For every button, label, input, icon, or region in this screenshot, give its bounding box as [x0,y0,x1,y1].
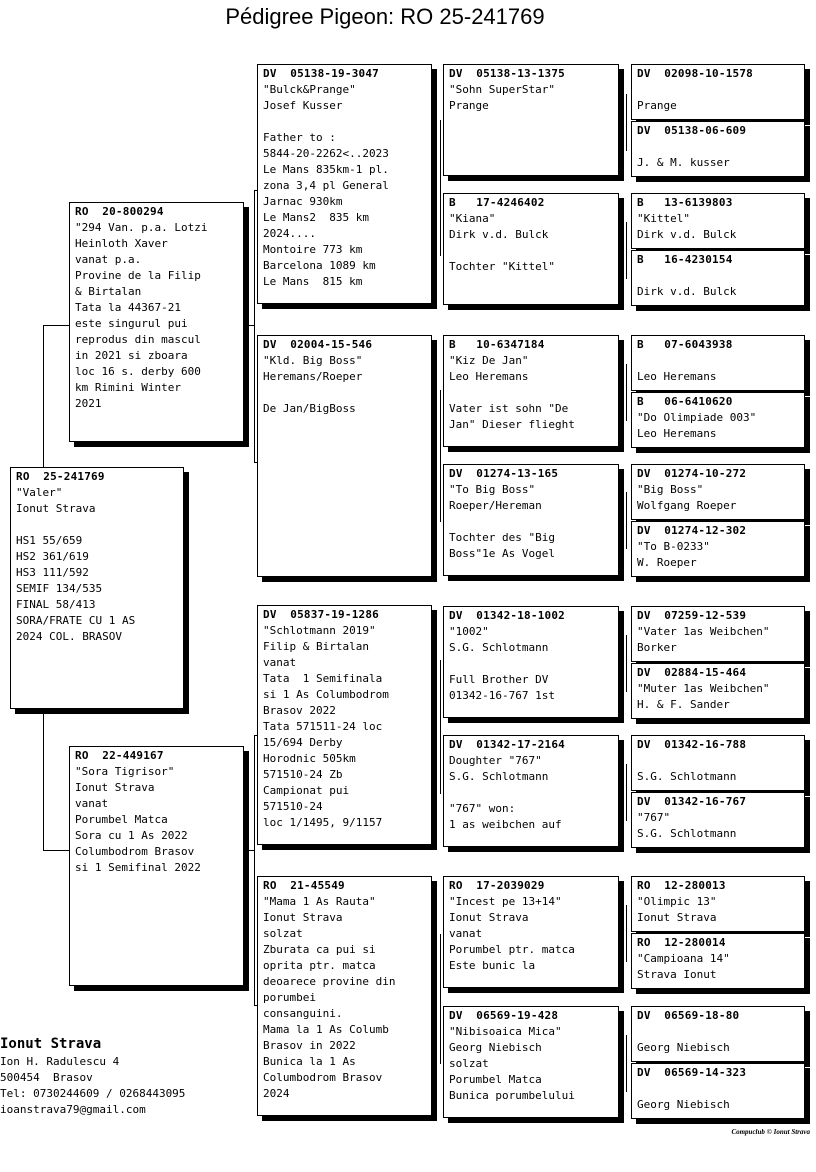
grandparent-card [257,335,432,577]
ancestor-card [631,1063,805,1119]
great-grandparent-card [443,606,619,718]
ring-number: B 17-4246402 [449,196,545,209]
sire-card [69,202,244,442]
ring-number: RO 12-280013 [637,879,726,892]
great-grandparent-card [443,64,619,176]
pigeon-details: "Valer" Ionut Strava HS1 55/659 HS2 361/619 HS3 111/592 SEMIF 134/535 FINAL 58/413 SORA/FRATE CU 1 AS 2024 COL. BRASOV [16,486,136,643]
ring-number: DV 01274-12-302 [637,524,747,537]
pigeon-details: "Incest pe 13+14" Ionut Strava vanat Porumbel ptr. matca Este bunic la [449,895,575,972]
connector-line [244,850,255,851]
pigeon-details: "Do Olimpiade 003" Leo Heremans [637,411,757,440]
pigeon-details: S.G. Schlotmann [637,770,737,783]
great-grandparent-card [443,735,619,847]
owner-info [0,1034,185,1118]
ancestor-card [631,792,805,848]
pigeon-details: "To Big Boss" Roeper/Hereman Tochter des "Big Boss"1e As Vogel [449,483,555,560]
footer-credit: Compuclub © Ionut Strava [731,1128,810,1136]
ring-number: RO 12-280014 [637,936,726,949]
ring-number: DV 07259-12-539 [637,609,747,622]
ancestor-card [631,876,805,932]
pigeon-details: "Vater 1as Weibchen" Borker [637,625,770,654]
pigeon-details: "1002" S.G. Schlotmann Full Brother DV 01342-16-767 1st [449,625,555,702]
ring-number: DV 01342-17-2164 [449,738,565,751]
ancestor-card [631,464,805,520]
great-grandparent-card [443,1006,619,1118]
owner-address: Ion H. Radulescu 4 [0,1055,120,1068]
connector-line [626,364,627,421]
great-grandparent-card [443,335,619,447]
pigeon-details: "Campioana 14" Strava Ionut [637,952,730,981]
ancestor-card [631,64,805,120]
pigeon-details: "Nibisoaica Mica" Georg Niebisch solzat Porumbel Matca Bunica porumbelului [449,1025,575,1102]
pigeon-details: Dirk v.d. Bulck [637,285,737,298]
pigeon-details: Doughter "767" S.G. Schlotmann "767" won: 1 as weibchen auf [449,754,562,831]
owner-email[interactable]: ioanstrava79@gmail.com [0,1103,146,1116]
connector-line [254,735,255,1005]
owner-phone: Tel: 0730244609 / 0268443095 [0,1087,186,1100]
ring-number: B 13-6139803 [637,196,733,209]
connector-line [626,905,627,962]
ring-number: RO 20-800294 [75,205,164,218]
connector-line [626,1035,627,1092]
ring-number: DV 02004-15-546 [263,338,373,351]
ring-number: B 10-6347184 [449,338,545,351]
great-grandparent-card [443,193,619,305]
pigeon-details: "To B-0233" W. Roeper [637,540,710,569]
connector-line [43,850,70,851]
ancestor-card [631,392,805,448]
ring-number: DV 01342-16-788 [637,738,747,751]
pigeon-details: "Kld. Big Boss" Heremans/Roeper De Jan/BigBoss [263,354,363,415]
ring-number: B 16-4230154 [637,253,733,266]
page-title: Pédigree Pigeon: RO 25-241769 [225,4,545,29]
ring-number: RO 22-449167 [75,749,164,762]
ring-number: DV 02884-15-464 [637,666,747,679]
pigeon-details: "Kiz De Jan" Leo Heremans Vater ist sohn "De Jan" Dieser flieght [449,354,575,431]
ring-number: B 07-6043938 [637,338,733,351]
pigeon-details: "Kittel" Dirk v.d. Bulck [637,212,737,241]
owner-name: Ionut Strava [0,1036,102,1052]
connector-line [440,120,441,256]
ancestor-card [631,1006,805,1062]
grandparent-card [257,876,432,1116]
pigeon-details: "Sora Tigrisor" Ionut Strava vanat Porumbel Matca Sora cu 1 As 2022 Columbodrom Brasov si 1 Semifinal 2022 [75,765,201,874]
ancestor-card [631,521,805,577]
pigeon-details: "Muter 1as Weibchen" H. & F. Sander [637,682,770,711]
connector-line [626,492,627,549]
ring-number: DV 06569-14-323 [637,1066,747,1079]
pigeon-details: "767" S.G. Schlotmann [637,811,737,840]
pigeon-details: Leo Heremans [637,370,717,383]
connector-line [626,94,627,151]
ring-number: DV 06569-19-428 [449,1009,559,1022]
pigeon-details: "Mama 1 As Rauta" Ionut Strava solzat Zburata ca pui si oprita ptr. matca deoarece provine din porumbei consanguini. Mama la 1 As Columb Brasov in 2022 Bunica la 1 As Columbodrom Brasov 2024 [263,895,396,1100]
ring-number: DV 05138-13-1375 [449,67,565,80]
ring-number: DV 05138-19-3047 [263,67,379,80]
pigeon-details: "Olimpic 13" Ionut Strava [637,895,717,924]
ring-number: DV 01274-13-165 [449,467,559,480]
pigeon-details: "Big Boss" Wolfgang Roeper [637,483,737,512]
dam-card [69,746,244,986]
connector-line [254,190,255,462]
connector-line [43,325,70,326]
main-pigeon-card [10,467,184,709]
ancestor-card [631,193,805,249]
pigeon-details: "Schlotmann 2019" Filip & Birtalan vanat Tata 1 Semifinala si 1 As Columbodrom Brasov 2022 Tata 571511-24 loc 15/694 Derby Horodnic 505km 571510-24 Zb Campionat pui 571510-24 loc 1/1495, 9/1157 [263,624,389,829]
ancestor-card [631,933,805,989]
ancestor-card [631,735,805,791]
connector-line [440,934,441,1064]
grandparent-card [257,605,432,845]
pigeon-details: "Kiana" Dirk v.d. Bulck Tochter "Kittel" [449,212,555,273]
ancestor-card [631,663,805,719]
great-grandparent-card [443,876,619,988]
connector-line [626,635,627,692]
ring-number: RO 21-45549 [263,879,345,892]
connector-line [626,764,627,821]
connector-line [43,708,44,850]
ring-number: DV 01342-16-767 [637,795,747,808]
pigeon-details: "294 Van. p.a. Lotzi Heinloth Xaver vanat p.a. Provine de la Filip & Birtalan Tata la 44367-21 este singurul pui reprodus din mascul in 2021 si zboara loc 16 s. derby 600 km Rimini Winter 2021 [75,221,208,410]
ring-number: DV 02098-10-1578 [637,67,753,80]
ring-number: DV 05837-19-1286 [263,608,379,621]
ancestor-card [631,606,805,662]
ancestor-card [631,250,805,306]
ring-number: DV 05138-06-609 [637,124,747,137]
ancestor-card [631,335,805,391]
ring-number: DV 01274-10-272 [637,467,747,480]
pigeon-details: "Bulck&Prange" Josef Kusser Father to : 5844-20-2262<..2023 Le Mans 835km-1 pl. zona 3,4 pl General Jarnac 930km Le Mans2 835 km 2024.... Montoire 773 km Barcelona 1089 km Le Mans 815 km [263,83,389,288]
pigeon-details: J. & M. kusser [637,156,730,169]
connector-line [440,660,441,794]
pigeon-details: Georg Niebisch [637,1041,730,1054]
pigeon-details: Georg Niebisch [637,1098,730,1111]
ring-number: DV 06569-18-80 [637,1009,740,1022]
pigeon-details: "Sohn SuperStar" Prange [449,83,555,112]
connector-line [244,325,255,326]
ring-number: RO 25-241769 [16,470,105,483]
pigeon-details: Prange [637,99,677,112]
connector-line [626,222,627,279]
ring-number: B 06-6410620 [637,395,733,408]
connector-line [43,325,44,468]
owner-city: 500454 Brasov [0,1071,93,1084]
ring-number: RO 17-2039029 [449,879,545,892]
great-grandparent-card [443,464,619,576]
ring-number: DV 01342-18-1002 [449,609,565,622]
grandparent-card [257,64,432,304]
ancestor-card [631,121,805,177]
connector-line [440,390,441,522]
